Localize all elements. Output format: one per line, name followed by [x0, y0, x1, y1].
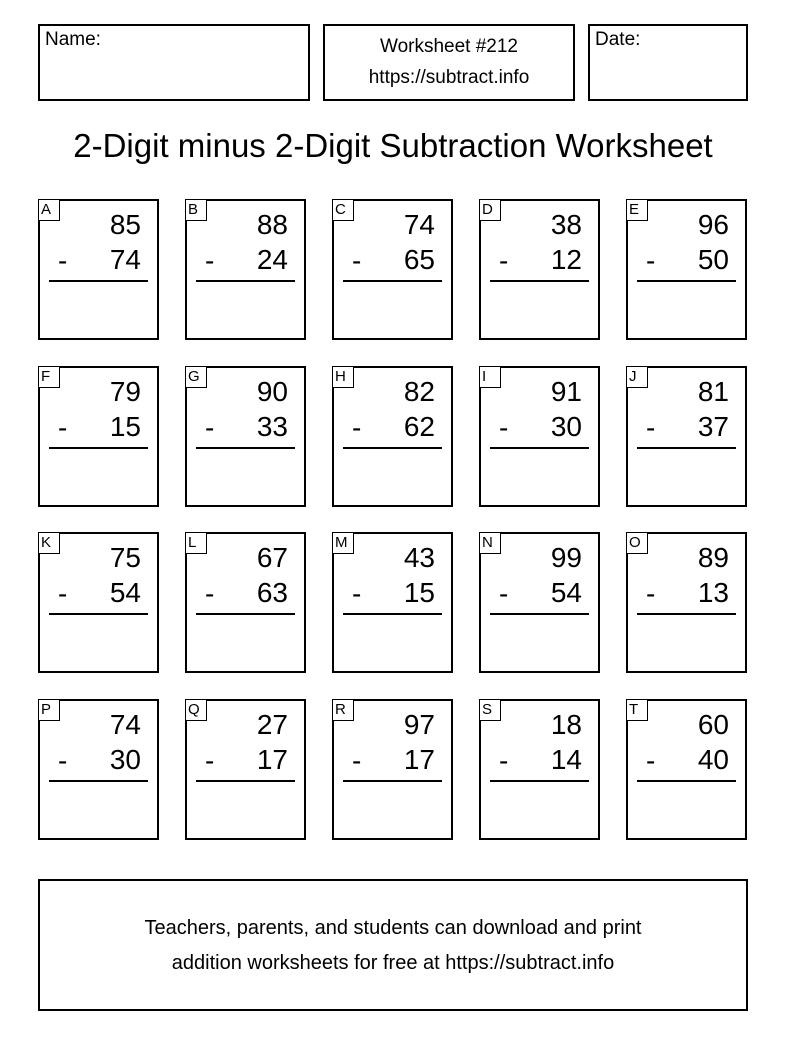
problem-card[interactable]	[185, 532, 306, 673]
minuend: 18	[550, 709, 582, 740]
answer-line	[343, 780, 442, 782]
minuend: 82	[403, 376, 435, 407]
footer-box	[38, 879, 748, 1011]
problem-letter: O	[626, 532, 648, 554]
name-field[interactable]	[38, 24, 310, 101]
subtrahend: 30	[109, 744, 141, 775]
minus-sign: -	[646, 745, 656, 776]
problem-card[interactable]	[332, 199, 453, 340]
minuend: 75	[109, 542, 141, 573]
problem-card[interactable]	[479, 199, 600, 340]
minus-sign: -	[58, 245, 68, 276]
problem-card[interactable]	[626, 366, 747, 507]
answer-line	[343, 613, 442, 615]
problem-card[interactable]	[38, 366, 159, 507]
subtrahend: 24	[256, 244, 288, 275]
problem-card[interactable]	[332, 699, 453, 840]
problem-card[interactable]	[38, 199, 159, 340]
footer-line-2: addition worksheets for free at https://subtract.info	[171, 952, 615, 974]
minus-sign: -	[352, 245, 362, 276]
minuend: 88	[256, 209, 288, 240]
subtrahend: 54	[109, 577, 141, 608]
problem-letter: D	[479, 199, 501, 221]
minuend: 85	[109, 209, 141, 240]
minus-sign: -	[499, 578, 509, 609]
problem-letter: R	[332, 699, 354, 721]
minuend: 89	[697, 542, 729, 573]
problem-letter: G	[185, 366, 207, 388]
subtrahend: 30	[550, 411, 582, 442]
answer-line	[49, 780, 148, 782]
subtrahend: 50	[697, 244, 729, 275]
problem-card[interactable]	[479, 532, 600, 673]
minus-sign: -	[205, 412, 215, 443]
problem-letter: N	[479, 532, 501, 554]
footer-line-1: Teachers, parents, and students can download and print	[144, 917, 642, 939]
worksheet-number: Worksheet #212	[379, 36, 518, 57]
name-label: Name:	[45, 29, 101, 50]
minuend: 81	[697, 376, 729, 407]
minus-sign: -	[499, 245, 509, 276]
problem-letter: T	[626, 699, 648, 721]
problem-card[interactable]	[38, 532, 159, 673]
minus-sign: -	[646, 412, 656, 443]
minuend: 79	[109, 376, 141, 407]
subtrahend: 15	[403, 577, 435, 608]
subtrahend: 17	[403, 744, 435, 775]
problem-card[interactable]	[626, 532, 747, 673]
minuend: 74	[109, 709, 141, 740]
answer-line	[343, 280, 442, 282]
minus-sign: -	[352, 412, 362, 443]
minuend: 90	[256, 376, 288, 407]
date-field[interactable]	[588, 24, 748, 101]
minus-sign: -	[58, 412, 68, 443]
subtrahend: 17	[256, 744, 288, 775]
problem-letter: A	[38, 199, 60, 221]
answer-line	[196, 780, 295, 782]
answer-line	[490, 613, 589, 615]
minus-sign: -	[646, 578, 656, 609]
problem-letter: S	[479, 699, 501, 721]
subtrahend: 65	[403, 244, 435, 275]
answer-line	[196, 613, 295, 615]
worksheet-info-box	[323, 24, 575, 101]
problem-letter: E	[626, 199, 648, 221]
minuend: 91	[550, 376, 582, 407]
minus-sign: -	[499, 412, 509, 443]
worksheet-url: https://subtract.info	[368, 67, 530, 88]
minuend: 97	[403, 709, 435, 740]
minuend: 99	[550, 542, 582, 573]
answer-line	[343, 447, 442, 449]
answer-line	[490, 447, 589, 449]
answer-line	[637, 280, 736, 282]
subtrahend: 15	[109, 411, 141, 442]
subtrahend: 13	[697, 577, 729, 608]
subtrahend: 54	[550, 577, 582, 608]
minuend: 38	[550, 209, 582, 240]
answer-line	[637, 613, 736, 615]
answer-line	[49, 613, 148, 615]
subtrahend: 14	[550, 744, 582, 775]
problem-letter: K	[38, 532, 60, 554]
problem-letter: H	[332, 366, 354, 388]
minus-sign: -	[499, 745, 509, 776]
problem-letter: Q	[185, 699, 207, 721]
problem-letter: P	[38, 699, 60, 721]
problem-card[interactable]	[185, 199, 306, 340]
problem-card[interactable]	[479, 699, 600, 840]
minus-sign: -	[58, 578, 68, 609]
problem-letter: J	[626, 366, 648, 388]
answer-line	[490, 280, 589, 282]
subtrahend: 40	[697, 744, 729, 775]
answer-line	[637, 447, 736, 449]
answer-line	[196, 280, 295, 282]
subtrahend: 74	[109, 244, 141, 275]
minus-sign: -	[352, 745, 362, 776]
problem-card[interactable]	[479, 366, 600, 507]
subtrahend: 37	[697, 411, 729, 442]
subtrahend: 12	[550, 244, 582, 275]
answer-line	[490, 780, 589, 782]
minuend: 60	[697, 709, 729, 740]
answer-line	[49, 280, 148, 282]
problem-letter: B	[185, 199, 207, 221]
answer-line	[196, 447, 295, 449]
problem-card[interactable]	[332, 366, 453, 507]
problem-card[interactable]	[626, 199, 747, 340]
minus-sign: -	[352, 578, 362, 609]
page-title: 2-Digit minus 2-Digit Subtraction Worksheet	[73, 127, 713, 164]
minus-sign: -	[646, 245, 656, 276]
problem-letter: M	[332, 532, 354, 554]
minus-sign: -	[205, 578, 215, 609]
problem-letter: C	[332, 199, 354, 221]
problem-card[interactable]	[185, 699, 306, 840]
problem-card[interactable]	[38, 699, 159, 840]
minuend: 96	[697, 209, 729, 240]
subtrahend: 63	[256, 577, 288, 608]
answer-line	[637, 780, 736, 782]
subtrahend: 33	[256, 411, 288, 442]
minuend: 27	[256, 709, 288, 740]
minus-sign: -	[205, 245, 215, 276]
problem-letter: F	[38, 366, 60, 388]
answer-line	[49, 447, 148, 449]
problem-letter: L	[185, 532, 207, 554]
problem-letter: I	[479, 366, 501, 388]
subtrahend: 62	[403, 411, 435, 442]
problem-card[interactable]	[332, 532, 453, 673]
minuend: 67	[256, 542, 288, 573]
problem-card[interactable]	[185, 366, 306, 507]
minuend: 43	[403, 542, 435, 573]
problem-card[interactable]	[626, 699, 747, 840]
minus-sign: -	[205, 745, 215, 776]
minuend: 74	[403, 209, 435, 240]
minus-sign: -	[58, 745, 68, 776]
date-label: Date:	[595, 29, 641, 50]
